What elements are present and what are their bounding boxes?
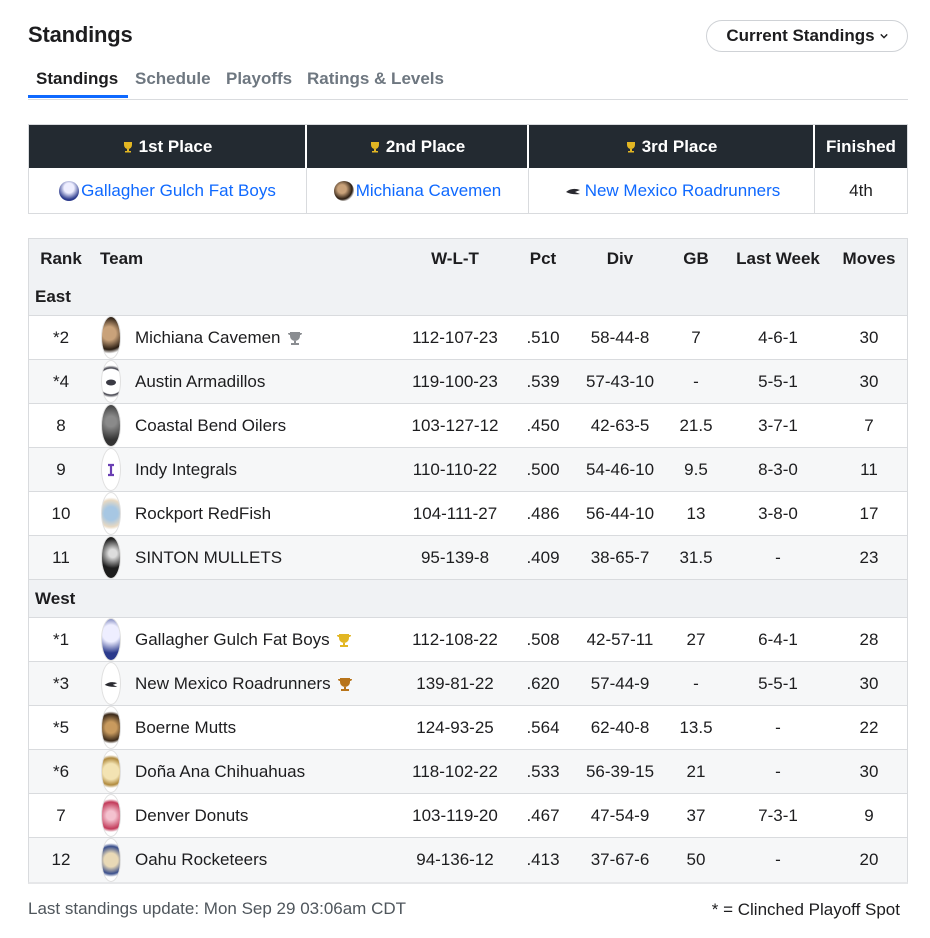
wlt-cell: 104-111-27 (412, 503, 498, 523)
pct-cell: .620 (526, 673, 560, 693)
team-name-cell[interactable] (135, 618, 435, 661)
gb-cell: - (693, 673, 699, 693)
team-logo-icon (101, 492, 123, 535)
col-header-div[interactable]: Div (606, 248, 634, 268)
podium-header-finished: Finished (826, 136, 896, 156)
col-header-rank[interactable]: Rank (40, 248, 82, 268)
team-name-cell[interactable] (135, 838, 435, 882)
team-name-cell[interactable] (135, 794, 435, 837)
team-name[interactable]: Austin Armadillos (135, 371, 266, 391)
team-name[interactable]: Oahu Rocketeers (135, 850, 268, 869)
team-name[interactable]: New Mexico Roadrunners (135, 673, 331, 693)
moves-cell: 7 (864, 415, 874, 435)
trophy-icon (625, 141, 637, 153)
gb-cell: 13.5 (679, 717, 713, 737)
pct-cell: .413 (526, 850, 560, 869)
team-logo-icon (101, 662, 123, 705)
pct-cell: .539 (526, 371, 560, 391)
table-header-row (29, 239, 907, 278)
col-header-gb[interactable]: GB (683, 248, 709, 268)
last-week-cell: 7-3-1 (758, 805, 798, 825)
wlt-cell: 112-108-22 (412, 629, 498, 649)
standings-view-select[interactable] (706, 20, 908, 52)
page-title: Standings (28, 22, 133, 47)
last-week-cell: 6-4-1 (758, 629, 798, 649)
moves-cell: 17 (859, 503, 879, 523)
moves-cell: 30 (859, 371, 879, 391)
division-header: East (29, 278, 907, 316)
rank-cell: *6 (52, 761, 70, 781)
team-name-cell[interactable] (135, 448, 435, 491)
gb-cell: 7 (691, 327, 701, 347)
gb-cell: 27 (686, 629, 706, 649)
rank-cell: 12 (51, 850, 71, 869)
team-name[interactable]: Coastal Bend Oilers (135, 415, 287, 435)
pct-cell: .510 (526, 327, 560, 347)
team-name[interactable]: Denver Donuts (135, 805, 249, 825)
div-record-cell: 58-44-8 (590, 327, 650, 347)
moves-cell: 23 (859, 547, 879, 567)
tab-bar (28, 62, 908, 100)
gb-cell: 9.5 (684, 459, 708, 479)
gold-trophy-icon (336, 632, 352, 648)
last-week-cell: 5-5-1 (758, 371, 798, 391)
team-name-cell[interactable] (135, 492, 435, 535)
col-header-pct[interactable]: Pct (529, 248, 557, 268)
pct-cell: .508 (526, 629, 560, 649)
last-week-cell: - (775, 850, 781, 869)
last-week-cell: 3-7-1 (758, 415, 798, 435)
team-logo-icon (59, 181, 79, 201)
pct-cell: .467 (526, 805, 560, 825)
div-record-cell: 42-57-11 (586, 629, 654, 649)
table-row[interactable] (29, 838, 907, 882)
table-row[interactable] (29, 618, 907, 662)
wlt-cell: 95-139-8 (420, 547, 490, 567)
wlt-cell: 94-136-12 (416, 850, 494, 869)
div-record-cell: 37-67-6 (590, 850, 650, 869)
team-name-cell[interactable] (135, 404, 435, 447)
trophy-icon (122, 141, 134, 153)
team-name-cell[interactable] (135, 750, 435, 793)
team-name[interactable]: Rockport RedFish (135, 503, 272, 523)
tab-playoffs[interactable]: Playoffs (226, 69, 293, 88)
wlt-cell: 103-127-12 (411, 415, 499, 435)
tab-ratings-levels[interactable]: Ratings & Levels (307, 69, 444, 88)
div-record-cell: 62-40-8 (590, 717, 650, 737)
last-week-cell: - (775, 717, 781, 737)
podium-header-third: 3rd Place (529, 125, 815, 168)
second-place-team-link[interactable]: Michiana Cavemen (355, 180, 502, 200)
rank-cell: *1 (52, 629, 70, 649)
last-week-cell: 5-5-1 (758, 673, 798, 693)
last-week-cell: 4-6-1 (758, 327, 798, 347)
moves-cell: 30 (859, 327, 879, 347)
moves-cell: 9 (864, 805, 874, 825)
wlt-cell: 139-81-22 (416, 673, 494, 693)
moves-cell: 11 (860, 459, 878, 479)
division-header: West (29, 580, 907, 618)
rank-cell: *5 (52, 717, 70, 737)
team-logo-icon (101, 618, 123, 661)
table-row[interactable] (29, 706, 907, 750)
table-row[interactable] (29, 316, 907, 360)
team-name[interactable]: Indy Integrals (135, 459, 238, 479)
div-record-cell: 54-46-10 (585, 459, 655, 479)
trophy-icon (369, 141, 381, 153)
table-row[interactable] (29, 448, 907, 492)
rank-cell: 8 (56, 415, 66, 435)
pct-cell: .533 (526, 761, 560, 781)
team-logo-icon (101, 316, 123, 359)
tab-schedule[interactable]: Schedule (135, 69, 211, 88)
gb-cell: 21.5 (679, 415, 713, 435)
pct-cell: .409 (526, 547, 560, 567)
rank-cell: 9 (56, 459, 66, 479)
pct-cell: .564 (526, 717, 560, 737)
team-name[interactable]: SINTON MULLETS (135, 547, 283, 567)
gb-cell: 50 (686, 850, 706, 869)
chevron-down-icon (880, 32, 888, 40)
team-name-cell[interactable] (135, 662, 435, 705)
team-logo-icon (101, 838, 123, 882)
pct-cell: .486 (526, 503, 560, 523)
rank-cell: *3 (52, 673, 70, 693)
wlt-cell: 103-119-20 (412, 805, 498, 825)
team-name[interactable]: Boerne Mutts (135, 717, 237, 737)
team-name-cell[interactable] (135, 360, 435, 403)
rank-cell: 11 (52, 547, 70, 567)
team-logo-icon (101, 794, 123, 837)
wlt-cell: 124-93-25 (416, 717, 494, 737)
table-row[interactable] (29, 360, 907, 404)
div-record-cell: 56-44-10 (585, 503, 655, 523)
rank-cell: 10 (51, 503, 71, 523)
first-place-team-link[interactable]: Gallagher Gulch Fat Boys (81, 180, 276, 200)
table-row[interactable] (29, 492, 907, 536)
team-name-cell[interactable] (135, 706, 435, 749)
podium-header-first: 1st Place (29, 125, 307, 168)
div-record-cell: 47-54-9 (590, 805, 650, 825)
last-week-cell: - (775, 761, 781, 781)
wlt-cell: 119-100-23 (412, 371, 498, 391)
last-week-cell: 3-8-0 (758, 503, 798, 523)
col-header-wlt[interactable]: W-L-T (431, 248, 479, 268)
last-week-cell: - (775, 547, 781, 567)
col-header-team[interactable]: Team (100, 248, 144, 268)
team-logo-icon (101, 750, 123, 793)
team-logo-icon (101, 448, 123, 491)
podium-header-second: 2nd Place (307, 125, 529, 168)
rank-cell: 7 (56, 805, 66, 825)
last-update-text: Last standings update: Mon Sep 29 03:06am CDT (28, 899, 407, 918)
rank-cell: *2 (52, 327, 70, 347)
div-record-cell: 57-43-10 (585, 371, 655, 391)
wlt-cell: 112-107-23 (412, 327, 498, 347)
team-logo-icon (101, 706, 123, 749)
team-logo-icon (101, 404, 123, 447)
div-record-cell: 57-44-9 (590, 673, 650, 693)
view-select-label: Current Standings (726, 26, 875, 45)
podium-summary (28, 124, 908, 214)
tab-standings[interactable]: Standings (36, 69, 119, 88)
team-name-cell[interactable] (135, 316, 435, 359)
team-logo-icon (563, 181, 583, 201)
gb-cell: 31.5 (679, 547, 713, 567)
clinched-legend: * = Clinched Playoff Spot (711, 900, 900, 919)
team-name-cell[interactable] (135, 536, 435, 579)
wlt-cell: 118-102-22 (412, 761, 498, 781)
div-record-cell: 56-39-15 (585, 761, 655, 781)
table-row[interactable] (29, 404, 907, 448)
team-name[interactable]: Doña Ana Chihuahuas (135, 761, 306, 781)
team-name[interactable]: Gallagher Gulch Fat Boys (135, 629, 330, 649)
silver-trophy-icon (287, 330, 303, 346)
gb-cell: - (693, 371, 699, 391)
gb-cell: 37 (686, 805, 706, 825)
table-row[interactable] (29, 794, 907, 838)
table-row[interactable] (29, 750, 907, 794)
moves-cell: 22 (859, 717, 879, 737)
team-logo-icon (101, 536, 123, 579)
moves-cell: 30 (859, 673, 879, 693)
div-record-cell: 42-63-5 (590, 415, 650, 435)
team-name[interactable]: Michiana Cavemen (135, 327, 281, 347)
div-record-cell: 38-65-7 (590, 547, 650, 567)
moves-cell: 28 (859, 629, 879, 649)
last-week-cell: 8-3-0 (758, 459, 798, 479)
moves-cell: 30 (859, 761, 879, 781)
table-row[interactable] (29, 662, 907, 706)
active-tab-indicator (28, 95, 128, 98)
moves-cell: 20 (859, 850, 879, 869)
gb-cell: 21 (686, 761, 706, 781)
table-row[interactable] (29, 536, 907, 580)
third-place-team-link[interactable]: New Mexico Roadrunners (584, 180, 781, 200)
pct-cell: .450 (526, 415, 560, 435)
finished-position: 4th (849, 180, 873, 200)
standings-table (28, 238, 908, 884)
team-logo-icon (101, 360, 123, 403)
col-header-last-week[interactable]: Last Week (736, 248, 820, 268)
bronze-trophy-icon (337, 676, 353, 692)
page-header (28, 20, 908, 60)
team-logo-icon (334, 181, 354, 201)
pct-cell: .500 (526, 459, 560, 479)
wlt-cell: 110-110-22 (412, 459, 498, 479)
col-header-moves[interactable]: Moves (842, 248, 896, 268)
gb-cell: 13 (686, 503, 706, 523)
rank-cell: *4 (52, 371, 70, 391)
